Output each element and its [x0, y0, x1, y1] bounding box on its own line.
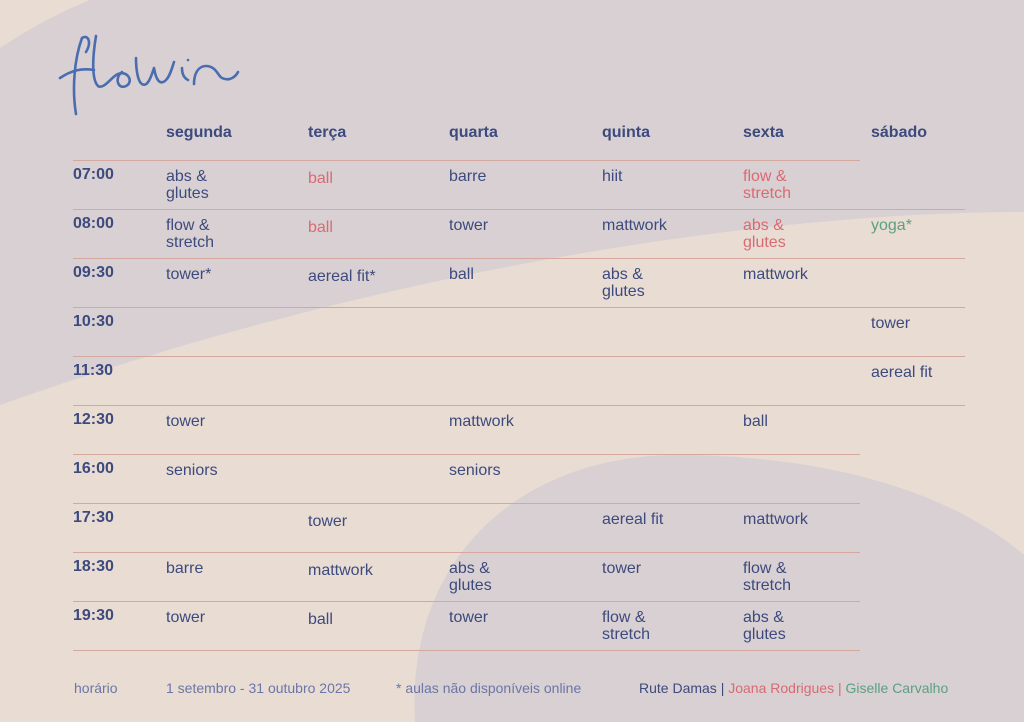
class-cell: mattwork [602, 217, 667, 234]
day-header: terça [308, 124, 347, 141]
row-divider [73, 405, 965, 406]
class-cell: barre [166, 560, 204, 577]
row-divider [73, 650, 860, 651]
class-cell: tower* [166, 266, 212, 283]
row-divider [73, 209, 965, 210]
row-divider [73, 258, 965, 259]
class-cell: abs & glutes [602, 266, 645, 300]
instructor-joana: Joana Rodrigues [728, 680, 835, 696]
class-cell: tower [166, 413, 206, 430]
class-cell: barre [449, 168, 487, 185]
class-cell: tower [308, 513, 348, 530]
class-cell: seniors [449, 462, 501, 479]
class-cell: mattwork [449, 413, 514, 430]
class-cell: yoga* [871, 217, 912, 234]
day-header: segunda [166, 124, 232, 141]
class-cell: abs & glutes [743, 217, 786, 251]
class-cell: flow & stretch [743, 560, 792, 594]
class-cell: ball [308, 170, 333, 187]
class-cell: abs & glutes [449, 560, 492, 594]
brand-logo [52, 30, 242, 120]
class-cell: flow & stretch [743, 168, 792, 202]
footer-note: * aulas não disponíveis online [396, 680, 582, 696]
class-cell: mattwork [743, 511, 808, 528]
time-slot: 18:30 [73, 558, 114, 575]
class-cell: mattwork [308, 562, 373, 579]
class-cell: tower [449, 609, 489, 626]
time-slot: 07:00 [73, 166, 114, 183]
class-cell: abs & glutes [743, 609, 786, 643]
class-cell: aereal fit [871, 364, 933, 381]
class-cell: tower [166, 609, 206, 626]
time-slot: 08:00 [73, 215, 114, 232]
class-cell: ball [449, 266, 474, 283]
class-cell: tower [871, 315, 911, 332]
class-cell: aereal fit* [308, 268, 376, 285]
row-divider [73, 356, 965, 357]
class-cell: flow & stretch [166, 217, 215, 251]
time-slot: 09:30 [73, 264, 114, 281]
day-header: quarta [449, 124, 498, 141]
class-cell: mattwork [743, 266, 808, 283]
class-cell: aereal fit [602, 511, 664, 528]
day-header: sábado [871, 124, 928, 141]
time-slot: 10:30 [73, 313, 114, 330]
row-divider [73, 307, 965, 308]
time-slot: 16:00 [73, 460, 114, 477]
footer-period: 1 setembro - 31 outubro 2025 [166, 680, 351, 696]
class-cell: abs & glutes [166, 168, 209, 202]
time-slot: 11:30 [73, 362, 114, 379]
instructor-separator: | [720, 680, 725, 696]
class-cell: tower [449, 217, 489, 234]
row-divider [73, 160, 860, 161]
time-slot: 17:30 [73, 509, 114, 526]
class-cell: ball [308, 611, 333, 628]
row-divider [73, 601, 860, 602]
day-header: quinta [602, 124, 650, 141]
class-cell: ball [743, 413, 768, 430]
class-cell: ball [308, 219, 333, 236]
time-slot: 19:30 [73, 607, 114, 624]
instructor-separator: | [837, 680, 842, 696]
class-cell: hiit [602, 168, 623, 185]
row-divider [73, 503, 860, 504]
row-divider [73, 454, 860, 455]
instructor-giselle: Giselle Carvalho [845, 680, 949, 696]
row-divider [73, 552, 860, 553]
time-slot: 12:30 [73, 411, 114, 428]
class-cell: flow & stretch [602, 609, 651, 643]
day-header: sexta [743, 124, 784, 141]
footer-instructors [639, 680, 948, 696]
class-cell: tower [602, 560, 642, 577]
footer-label: horário [74, 680, 118, 696]
instructor-rute: Rute Damas [639, 680, 717, 696]
class-cell: seniors [166, 462, 218, 479]
